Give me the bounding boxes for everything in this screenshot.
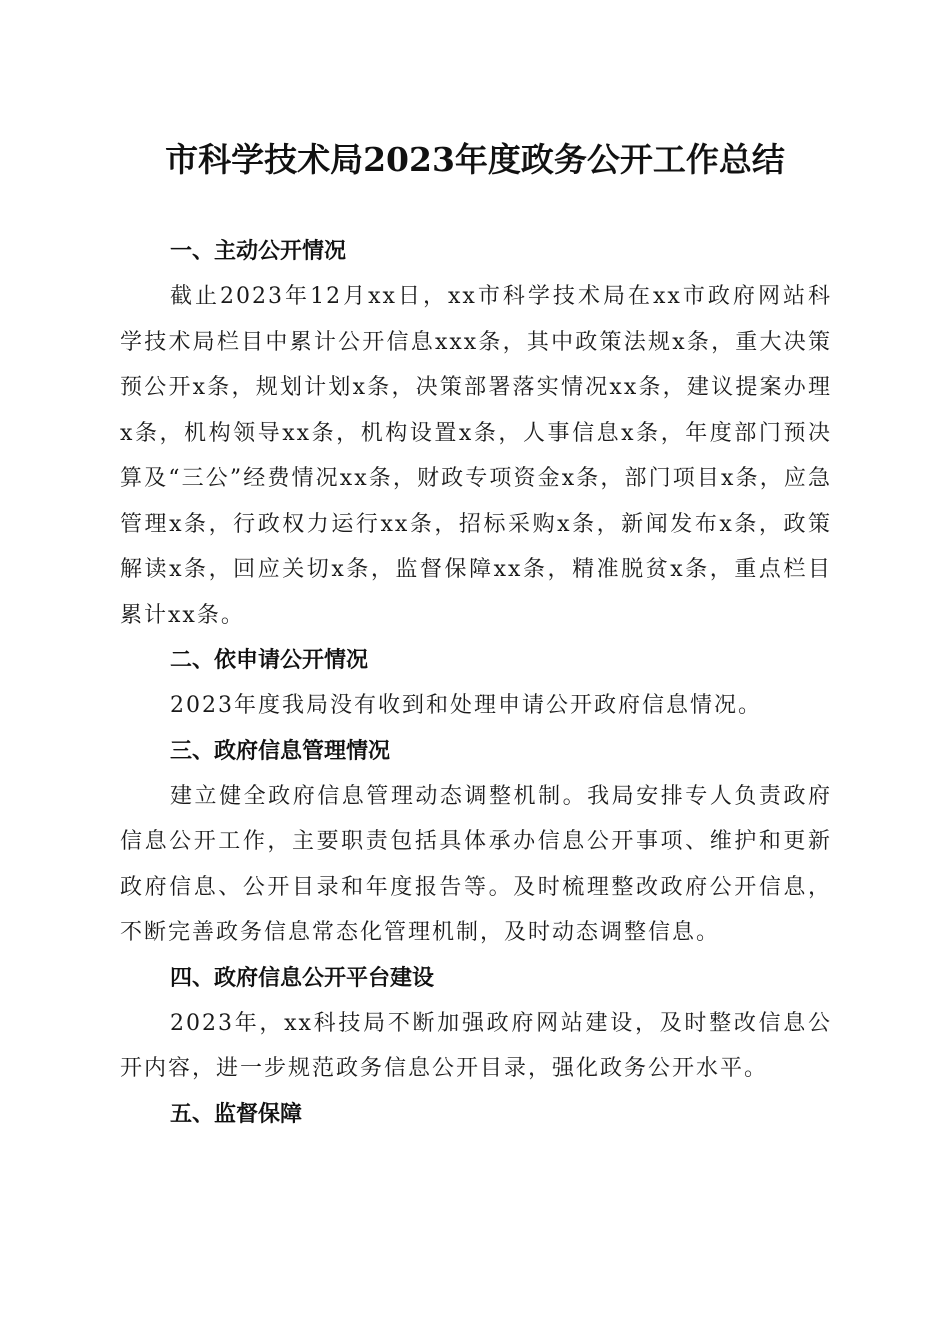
section-heading-2: 二、依申请公开情况 bbox=[170, 648, 369, 673]
document-body bbox=[120, 229, 832, 1137]
document-title: 市科学技术局2023年度政务公开工作总结 bbox=[165, 140, 785, 179]
section-paragraph-1: 截止2023年12月xx日，xx市科学技术局在xx市政府网站科学技术局栏目中累计公开信息xxx条，其中政策法规x条，重大决策预公开x条，规划计划x条，决策部署落实情况xx条，建议提案办理x条，机构领导xx条，机构设置x条，人事信息x条，年度部门预决算及“三公”经费情况xx条，财政专项资金x条，部门项目x条，应急管理x条，行政权力运行xx条，招标采购x条，新闻发布x条，政策解读x条，回应关切x条，监督保障xx条，精准脱贫x条，重点栏目累计xx条。 bbox=[120, 284, 832, 628]
section-paragraph-4: 2023年，xx科技局不断加强政府网站建设，及时整改信息公开内容，进一步规范政务信息公开目录，强化政务公开水平。 bbox=[120, 1010, 832, 1081]
section-heading-4: 四、政府信息公开平台建设 bbox=[170, 965, 435, 991]
section-heading-1: 一、主动公开情况 bbox=[170, 239, 347, 264]
section-paragraph-2: 2023年度我局没有收到和处理申请公开政府信息情况。 bbox=[170, 693, 762, 718]
section-paragraph-3: 建立健全政府信息管理动态调整机制。我局安排专人负责政府信息公开工作，主要职责包括具体承办信息公开事项、维护和更新政府信息、公开目录和年度报告等。及时梳理整改政府公开信息，不断完善政务信息常态化管理机制，及时动态调整信息。 bbox=[120, 783, 832, 945]
section-heading-5: 五、监督保障 bbox=[170, 1101, 303, 1127]
section-heading-3: 三、政府信息管理情况 bbox=[170, 738, 391, 764]
